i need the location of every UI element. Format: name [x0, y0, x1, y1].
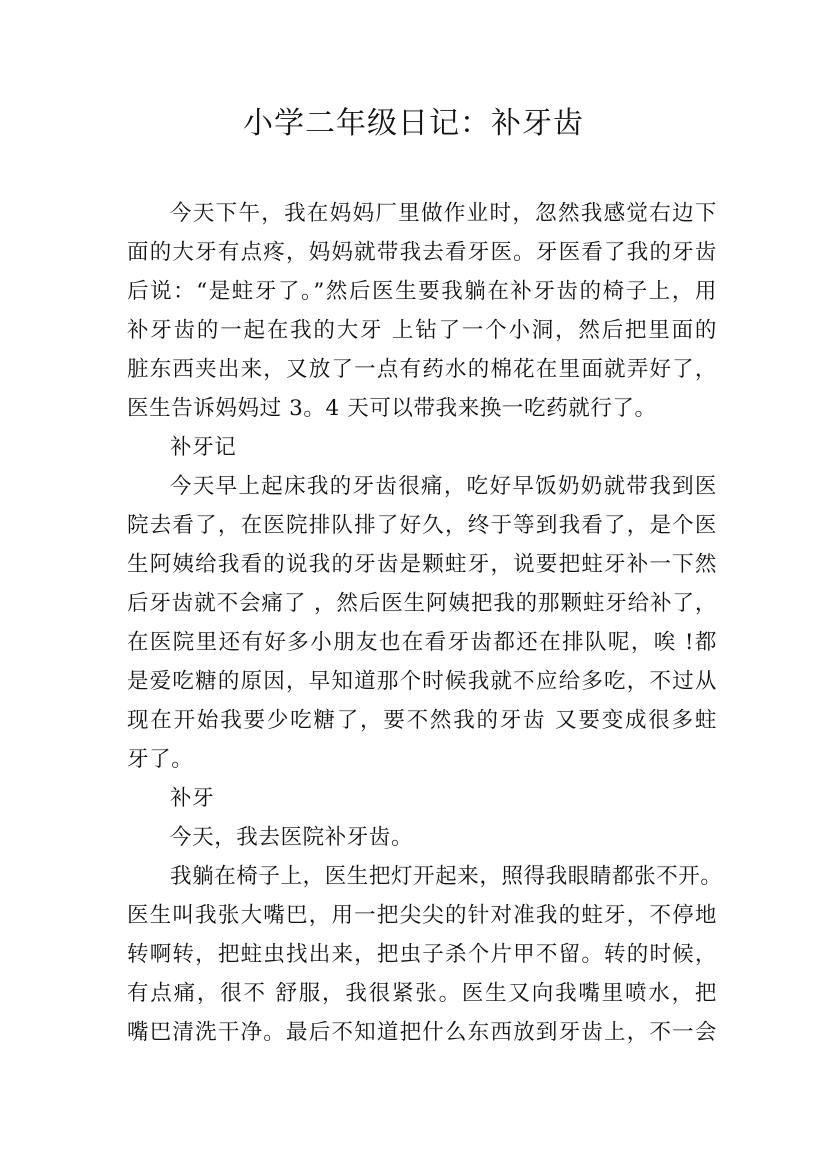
body-line: 脏东西夹出来，又放了一点有药水的棉花在里面就弄好了，: [127, 357, 717, 382]
body-line: 有点痛，很不 舒服，我很紧张。医生又向我嘴里喷水，把: [127, 981, 717, 1006]
body-line: 今天下午，我在妈妈厂里做作业时，忽然我感觉右边下: [170, 201, 717, 226]
body-line: 后说：“是蛀牙了。”然后医生要我躺在补牙齿的椅子上，用: [127, 279, 717, 304]
section-heading: 补牙记: [170, 435, 237, 460]
body-line: 面的大牙有点疼，妈妈就带我去看牙医。牙医看了我的牙齿: [127, 240, 717, 265]
body-line: 补牙齿的一起在我的大牙 上钻了一个小洞，然后把里面的: [127, 318, 717, 343]
body-line: 医生叫我张大嘴巴，用一把尖尖的针对准我的蛀牙，不停地: [127, 903, 717, 928]
body-line: 嘴巴清洗干净。最后不知道把什么东西放到牙齿上，不一会: [127, 1020, 717, 1045]
body-line: 今天，我去医院补牙齿。: [170, 825, 414, 850]
body-line: 现在开始我要少吃糖了，要不然我的牙齿 又要变成很多蛀: [127, 708, 717, 733]
body-line: 我躺在椅子上，医生把灯开起来，照得我眼睛都张不开。: [170, 864, 723, 889]
body-line: 生阿姨给我看的说我的牙齿是颗蛀牙，说要把蛀牙补一下然: [127, 552, 717, 577]
section-heading: 补牙: [170, 786, 215, 811]
body-line: 转啊转，把蛀虫找出来，把虫子杀个片甲不留。转的时候，: [127, 942, 717, 967]
body-line: 院去看了，在医院排队排了好久，终于等到我看了，是个医: [127, 513, 717, 538]
body-line: 后牙齿就不会痛了 ，然后医生阿姨把我的那颗蛀牙给补了，: [127, 591, 717, 616]
body-line: 牙了。: [127, 747, 194, 772]
body-line: 在医院里还有好多小朋友也在看牙齿都还在排队呢，唉 !都: [127, 630, 717, 655]
body-line: 是爱吃糖的原因，早知道那个时候我就不应给多吃，不过从: [127, 669, 717, 694]
body-line: 医生告诉妈妈过 3。4 天可以带我来换一吃药就行了。: [127, 396, 657, 421]
body-line: 今天早上起床我的牙齿很痛，吃好早饭奶奶就带我到医: [170, 474, 717, 499]
page-title: 小学二年级日记：补牙齿: [243, 106, 584, 141]
